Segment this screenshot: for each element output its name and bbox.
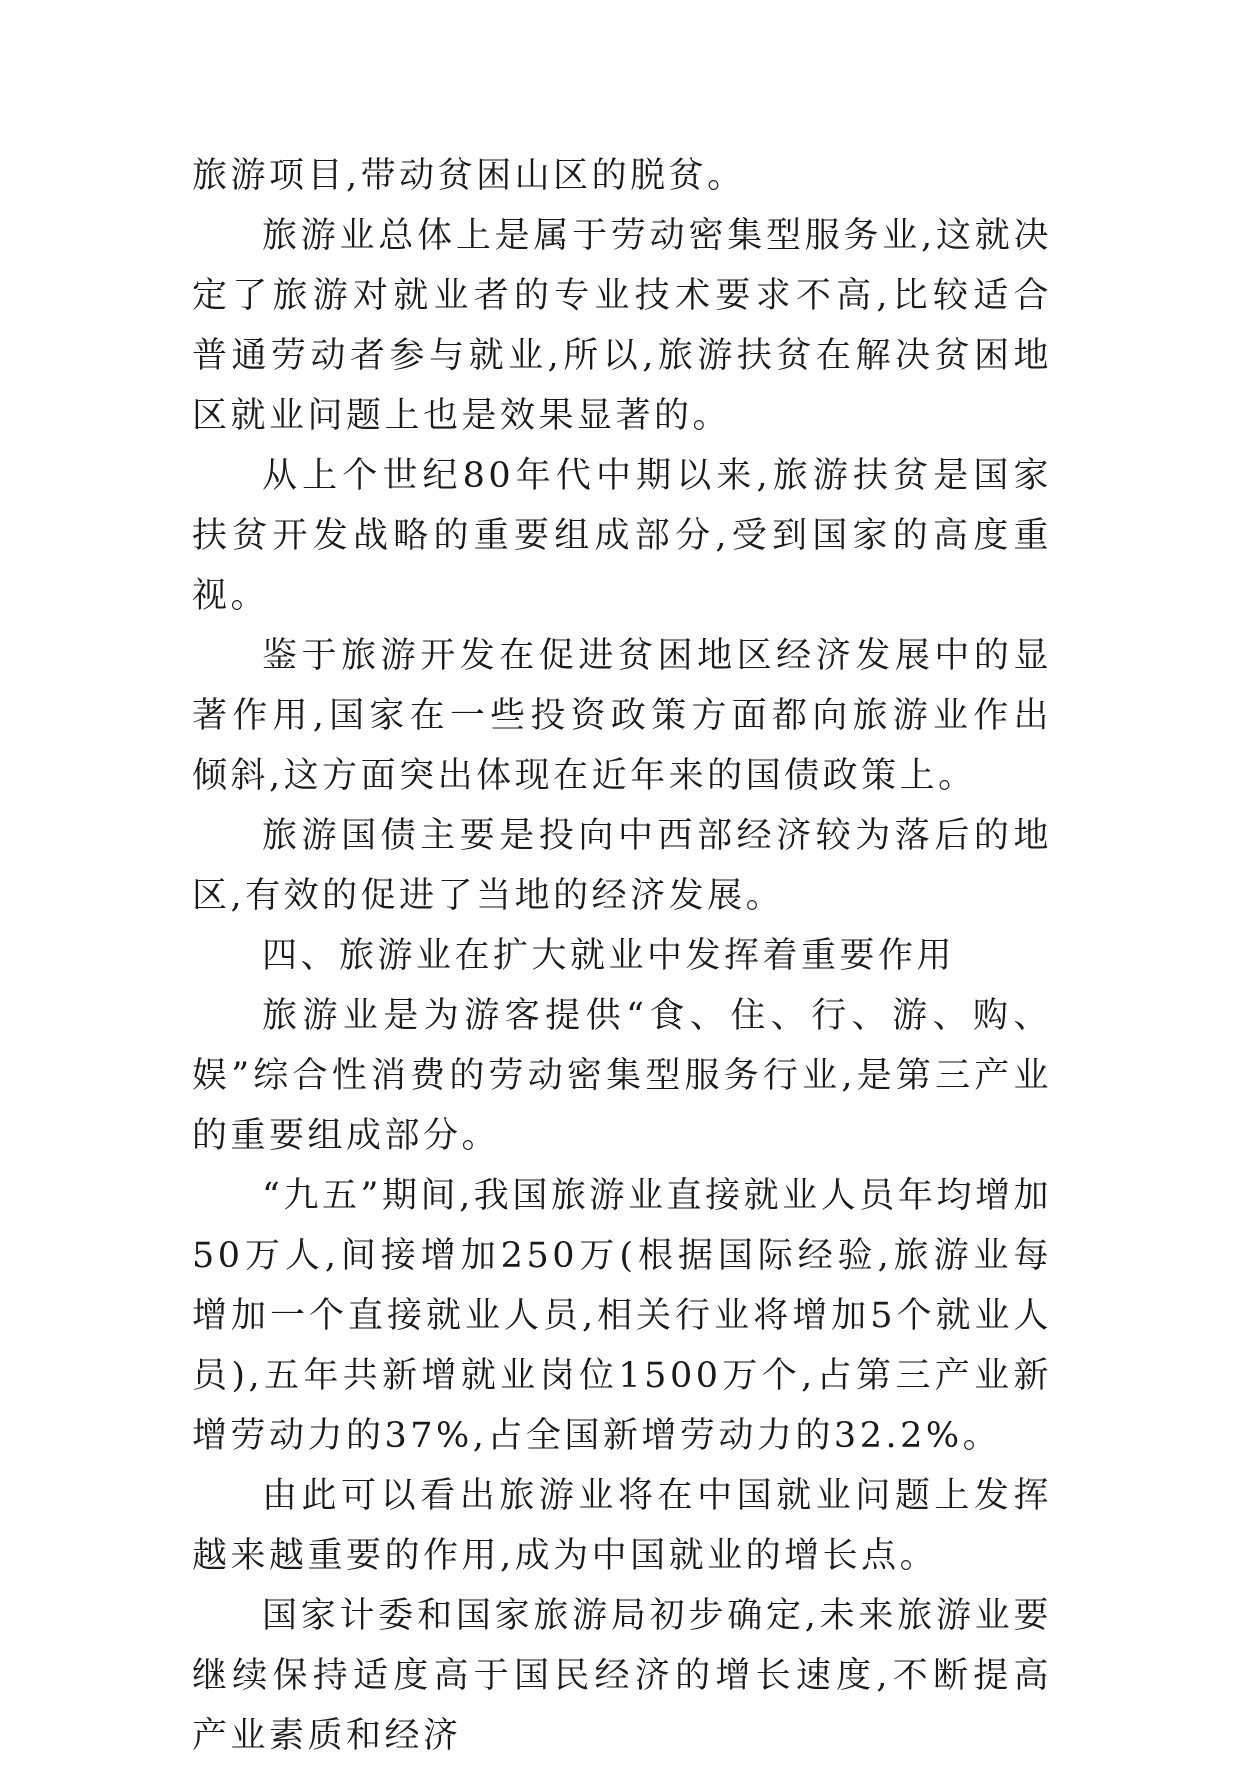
paragraph-5: 旅游国债主要是投向中西部经济较为落后的地区,有效的促进了当地的经济发展。 xyxy=(192,816,1052,916)
paragraph-9: 国家计委和国家旅游局初步确定,未来旅游业要继续保持适度高于国民经济的增长速度,不断提高产业素质和经济 xyxy=(192,1596,1052,1756)
paragraph-8: 由此可以看出旅游业将在中国就业问题上发挥越来越重要的作用,成为中国就业的增长点。 xyxy=(192,1476,1052,1576)
section-heading: 四、旅游业在扩大就业中发挥着重要作用 xyxy=(262,936,956,976)
paragraph-2: 旅游业总体上是属于劳动密集型服务业,这就决定了旅游对就业者的专业技术要求不高,比较适合普通劳动者参与就业,所以,旅游扶贫在解决贫困地区就业问题上也是效果显著的。 xyxy=(192,216,1052,436)
paragraph-4: 鉴于旅游开发在促进贫困地区经济发展中的显著作用,国家在一些投资政策方面都向旅游业作出倾斜,这方面突出体现在近年来的国债政策上。 xyxy=(192,636,1052,796)
paragraph-6: 旅游业是为游客提供“食、住、行、游、购、娱”综合性消费的劳动密集型服务行业,是第三产业的重要组成部分。 xyxy=(192,996,1052,1156)
paragraph-7: “九五”期间,我国旅游业直接就业人员年均增加50万人,间接增加250万(根据国际经验,旅游业每增加一个直接就业人员,相关行业将增加5个就业人员),五年共新增就业岗位1500万个,占第三产业新增劳动力的37%,占全国新增劳动力的32.2%。 xyxy=(192,1176,1052,1456)
paragraph-3: 从上个世纪80年代中期以来,旅游扶贫是国家扶贫开发战略的重要组成部分,受到国家的高度重视。 xyxy=(192,456,1052,616)
document-page xyxy=(192,146,1052,1756)
paragraph-1: 旅游项目,带动贫困山区的脱贫。 xyxy=(192,156,746,196)
